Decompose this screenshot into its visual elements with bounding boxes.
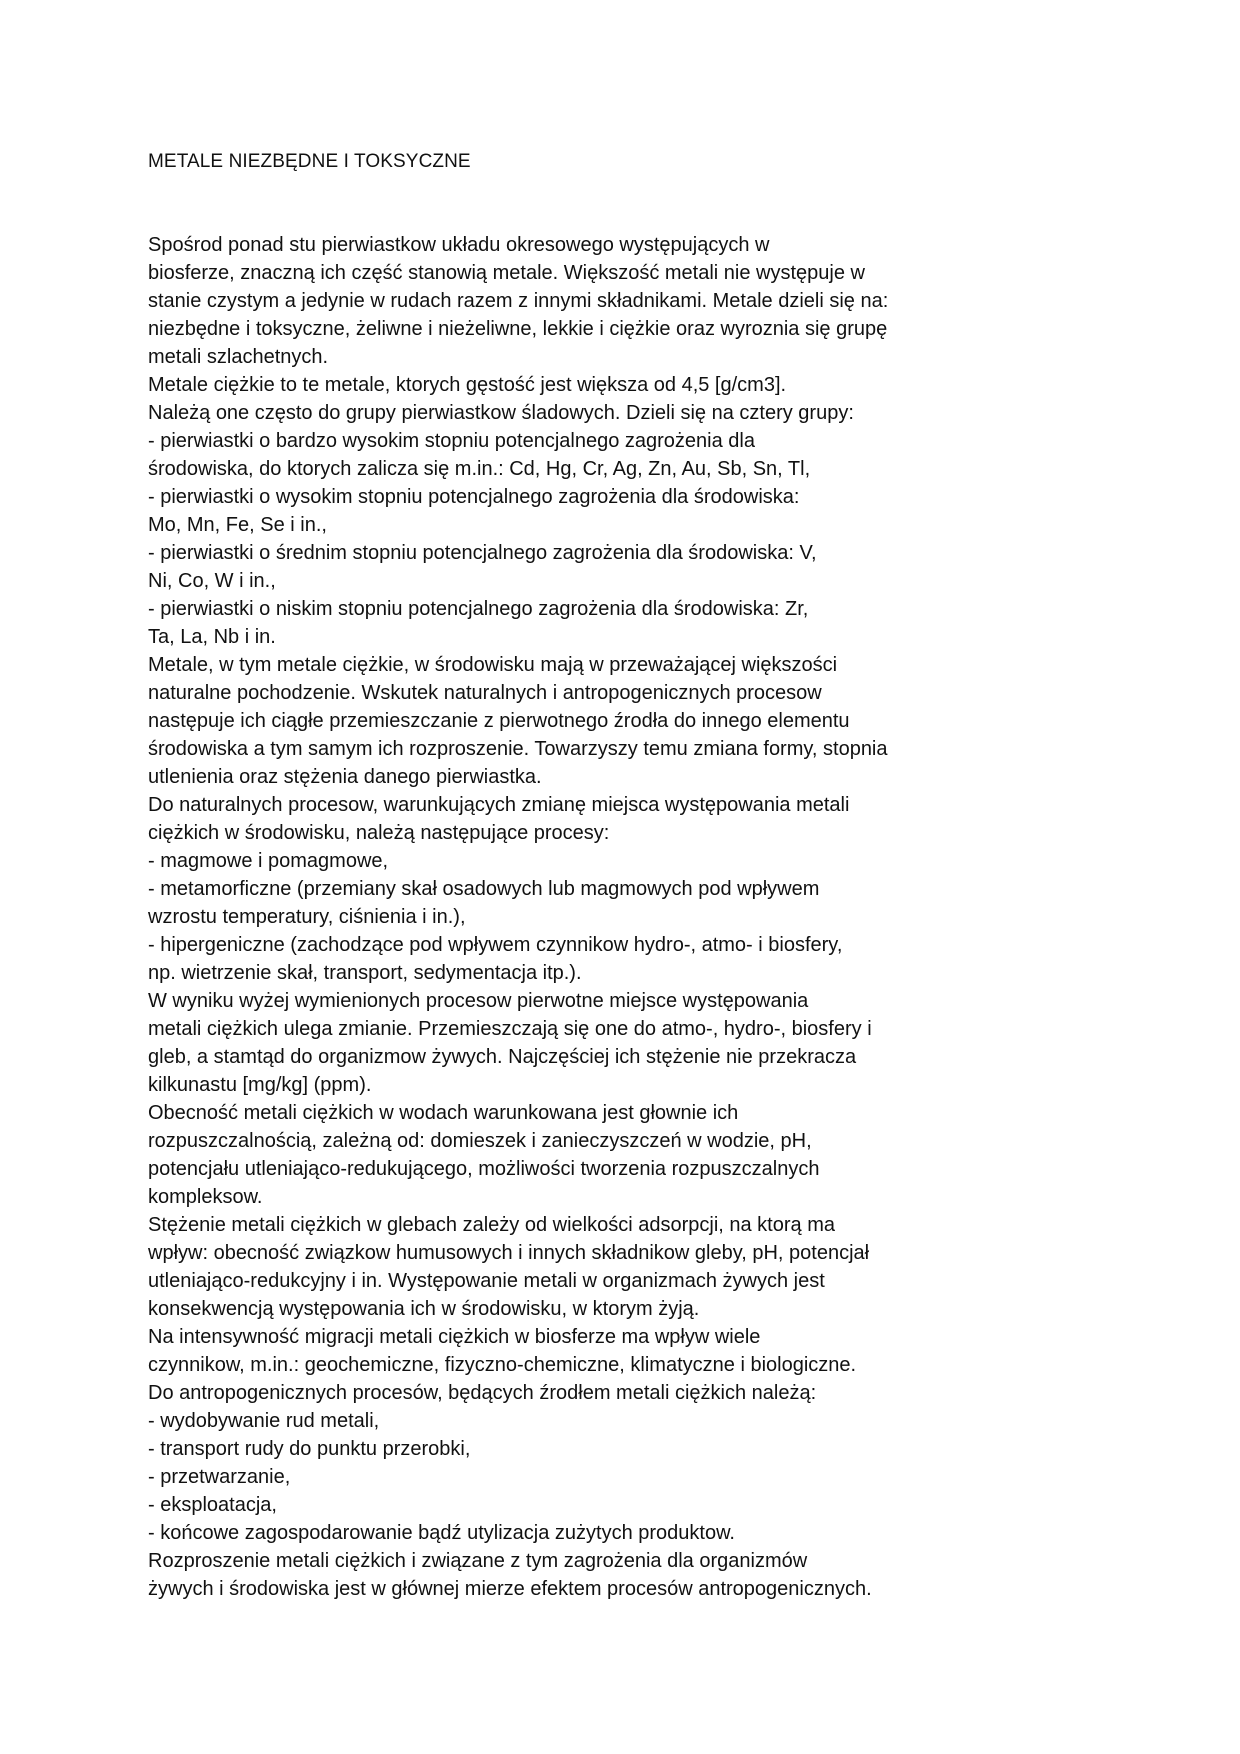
text-line: następuje ich ciągłe przemieszczanie z pierwotnego źrodła do innego elementu <box>148 710 850 732</box>
text-line: utlenienia oraz stężenia danego pierwiastka. <box>148 766 542 788</box>
text-line: np. wietrzenie skał, transport, sedymentacja itp.). <box>148 962 582 984</box>
text-line: kompleksow. <box>148 1186 263 1208</box>
text-line: Mo, Mn, Fe, Se i in., <box>148 514 327 536</box>
text-line: gleb, a stamtąd do organizmow żywych. Najczęściej ich stężenie nie przekracza <box>148 1046 857 1068</box>
text-line: żywych i środowiska jest w głównej mierze efektem procesów antropogenicznych. <box>148 1578 872 1600</box>
text-line: Do naturalnych procesow, warunkujących zmianę miejsca występowania metali <box>148 794 850 816</box>
text-line: - pierwiastki o bardzo wysokim stopniu potencjalnego zagrożenia dla <box>148 430 755 452</box>
text-line: Obecność metali ciężkich w wodach warunkowana jest głownie ich <box>148 1102 739 1124</box>
text-line: - magmowe i pomagmowe, <box>148 850 389 872</box>
text-line: stanie czystym a jedynie w rudach razem z innymi składnikami. Metale dzieli się na: <box>148 290 889 312</box>
text-line: potencjału utleniająco-redukującego, możliwości tworzenia rozpuszczalnych <box>148 1158 820 1180</box>
text-line: - pierwiastki o niskim stopniu potencjalnego zagrożenia dla środowiska: Zr, <box>148 598 809 620</box>
text-line: Należą one często do grupy pierwiastkow śladowych. Dzieli się na cztery grupy: <box>148 402 854 424</box>
text-line: - transport rudy do punktu przerobki, <box>148 1438 471 1460</box>
text-line: wzrostu temperatury, ciśnienia i in.), <box>148 906 466 928</box>
text-line: Spośrod ponad stu pierwiastkow układu okresowego występujących w <box>148 234 770 256</box>
text-line: Metale, w tym metale ciężkie, w środowisku mają w przeważającej większości <box>148 654 838 676</box>
text-line: ciężkich w środowisku, należą następujące procesy: <box>148 822 610 844</box>
text-line: Do antropogenicznych procesów, będących źrodłem metali ciężkich należą: <box>148 1382 817 1404</box>
text-line: Stężenie metali ciężkich w glebach zależy od wielkości adsorpcji, na ktorą ma <box>148 1214 835 1236</box>
text-line: - przetwarzanie, <box>148 1466 291 1488</box>
text-line: Na intensywność migracji metali ciężkich w biosferze ma wpływ wiele <box>148 1326 761 1348</box>
text-line: konsekwencją występowania ich w środowisku, w ktorym żyją. <box>148 1298 700 1320</box>
document-body <box>148 231 1148 1603</box>
text-line: naturalne pochodzenie. Wskutek naturalnych i antropogenicznych procesow <box>148 682 822 704</box>
text-line: Rozproszenie metali ciężkich i związane z tym zagrożenia dla organizmów <box>148 1550 808 1572</box>
text-line: - końcowe zagospodarowanie bądź utylizacja zużytych produktow. <box>148 1522 735 1544</box>
text-line: niezbędne i toksyczne, żeliwne i nieżeliwne, lekkie i ciężkie oraz wyroznia się grupę <box>148 318 888 340</box>
text-line: - metamorficzne (przemiany skał osadowych lub magmowych pod wpływem <box>148 878 820 900</box>
text-line: Ta, La, Nb i in. <box>148 626 276 648</box>
text-line: utleniająco-redukcyjny i in. Występowanie metali w organizmach żywych jest <box>148 1270 825 1292</box>
text-line: biosferze, znaczną ich część stanowią metale. Większość metali nie występuje w <box>148 262 865 284</box>
text-line: środowiska a tym samym ich rozproszenie. Towarzyszy temu zmiana formy, stopnia <box>148 738 888 760</box>
text-line: wpływ: obecność związkow humusowych i innych składnikow gleby, pH, potencjał <box>148 1242 870 1264</box>
text-line: środowiska, do ktorych zalicza się m.in.: Cd, Hg, Cr, Ag, Zn, Au, Sb, Sn, Tl, <box>148 458 811 480</box>
text-line: kilkunastu [mg/kg] (ppm). <box>148 1074 372 1096</box>
text-line: rozpuszczalnością, zależną od: domieszek i zanieczyszczeń w wodzie, pH, <box>148 1130 812 1152</box>
text-line: Metale ciężkie to te metale, ktorych gęstość jest większa od 4,5 [g/cm3]. <box>148 374 787 396</box>
document-title: METALE NIEZBĘDNE I TOKSYCZNE <box>148 151 471 172</box>
text-line: metali szlachetnych. <box>148 346 329 368</box>
text-line: W wyniku wyżej wymienionych procesow pierwotne miejsce występowania <box>148 990 809 1012</box>
text-line: - hipergeniczne (zachodzące pod wpływem czynnikow hydro-, atmo- i biosfery, <box>148 934 843 956</box>
text-line: Ni, Co, W i in., <box>148 570 276 592</box>
text-line: - eksploatacja, <box>148 1494 277 1516</box>
text-line: - pierwiastki o średnim stopniu potencjalnego zagrożenia dla środowiska: V, <box>148 542 817 564</box>
text-line: - pierwiastki o wysokim stopniu potencjalnego zagrożenia dla środowiska: <box>148 486 800 508</box>
text-line: - wydobywanie rud metali, <box>148 1410 380 1432</box>
text-line: czynnikow, m.in.: geochemiczne, fizyczno-chemiczne, klimatyczne i biologiczne. <box>148 1354 857 1376</box>
text-line: metali ciężkich ulega zmianie. Przemieszczają się one do atmo-, hydro-, biosfery i <box>148 1018 872 1040</box>
